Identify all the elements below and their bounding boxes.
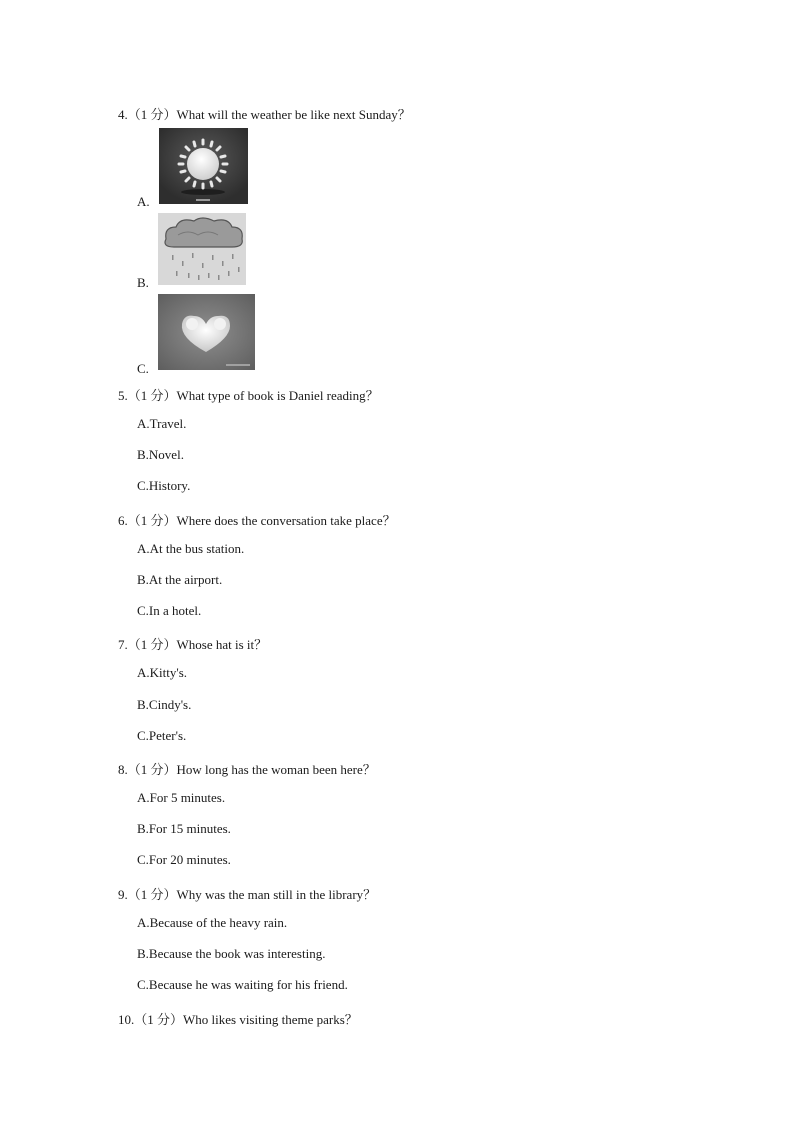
question-9-option-a[interactable]: A.Because of the heavy rain. (137, 915, 288, 930)
question-7-prompt: 7.（1 分）Whose hat is it？ (118, 637, 268, 652)
question-9-prompt: 9.（1 分）Why was the man still in the library？ (118, 887, 377, 902)
sunny-picture (159, 128, 248, 204)
question-6-option-a[interactable]: A.At the bus station. (137, 541, 245, 556)
cloudy-picture (158, 294, 255, 370)
question-4-option-b-label[interactable]: B. (137, 275, 149, 290)
question-7-option-b[interactable]: B.Cindy's. (137, 697, 192, 712)
question-9-option-b[interactable]: B.Because the book was interesting. (137, 946, 326, 961)
question-8-option-b[interactable]: B.For 15 minutes. (137, 821, 231, 836)
question-5-option-a[interactable]: A.Travel. (137, 416, 187, 431)
rain-cloud-icon (158, 213, 246, 285)
question-6-prompt: 6.（1 分）Where does the conversation take place？ (118, 513, 396, 528)
question-10-prompt: 10.（1 分）Who likes visiting theme parks？ (118, 1012, 358, 1027)
heart-cloud-icon (158, 294, 255, 370)
question-8-option-a[interactable]: A.For 5 minutes. (137, 790, 226, 805)
question-4-option-c-label[interactable]: C. (137, 361, 149, 376)
question-8-prompt: 8.（1 分）How long has the woman been here？ (118, 762, 376, 777)
question-7-option-a[interactable]: A.Kitty's. (137, 665, 188, 680)
question-9-option-c[interactable]: C.Because he was waiting for his friend. (137, 977, 348, 992)
question-4-option-a-label[interactable]: A. (137, 194, 150, 209)
question-8-option-c[interactable]: C.For 20 minutes. (137, 852, 231, 867)
question-5-option-b[interactable]: B.Novel. (137, 447, 184, 462)
rainy-picture (158, 213, 246, 285)
question-4-prompt: 4.（1 分）What will the weather be like next Sunday？ (118, 107, 411, 122)
question-7-option-c[interactable]: C.Peter's. (137, 728, 187, 743)
question-6-option-b[interactable]: B.At the airport. (137, 572, 223, 587)
question-5-prompt: 5.（1 分）What type of book is Daniel reading？ (118, 388, 379, 403)
sun-icon (159, 128, 248, 204)
question-6-option-c[interactable]: C.In a hotel. (137, 603, 202, 618)
question-5-option-c[interactable]: C.History. (137, 478, 191, 493)
